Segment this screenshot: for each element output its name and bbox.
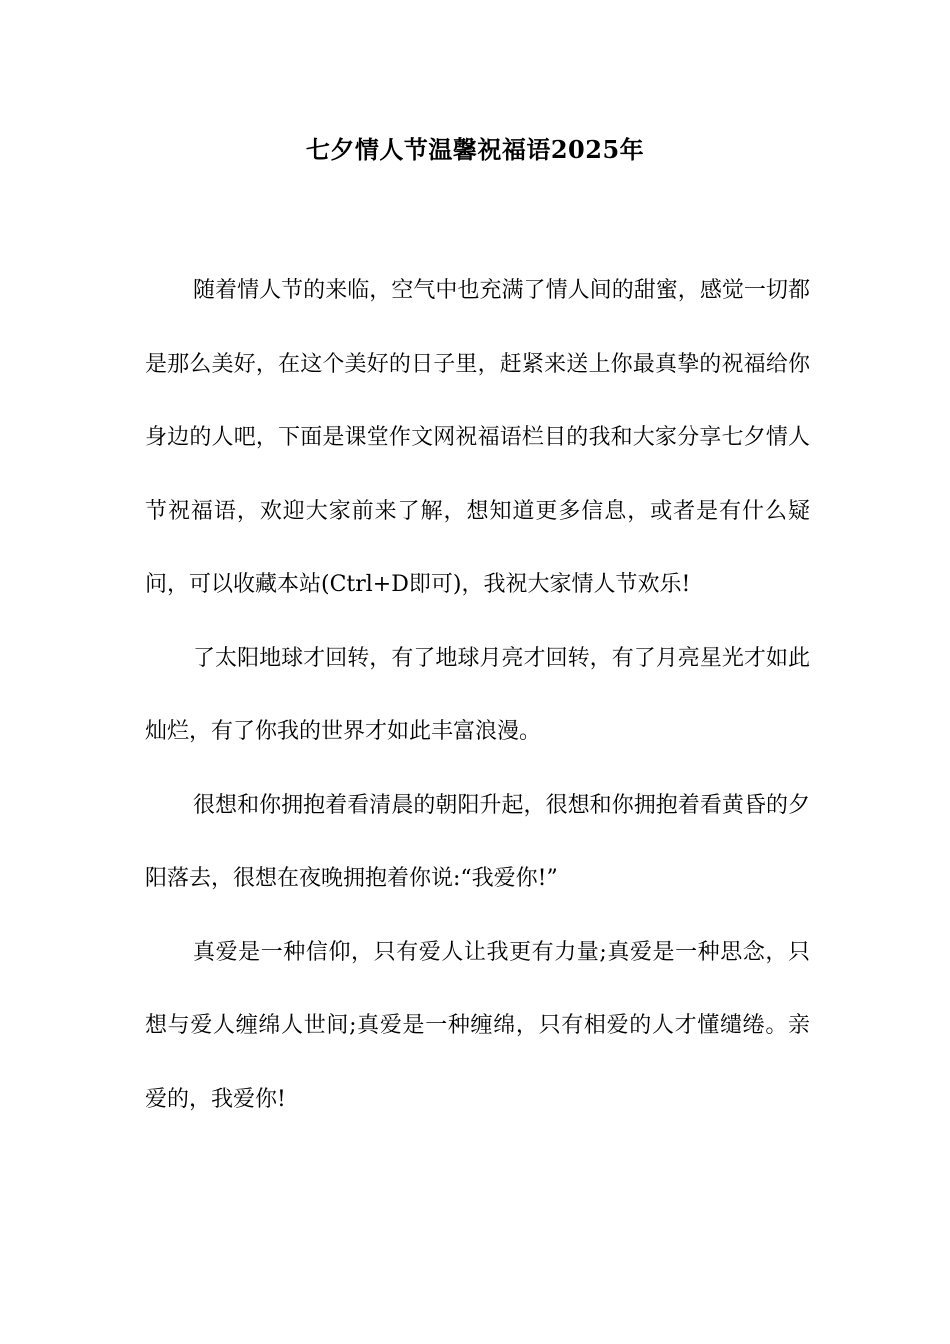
paragraph-sun-earth: 了太阳地球才回转，有了地球月亮才回转，有了月亮星光才如此灿烂，有了你我的世界才如此丰富浪漫。 xyxy=(145,645,810,744)
document-body xyxy=(145,254,810,1136)
paragraph-true-love: 真爱是一种信仰，只有爱人让我更有力量;真爱是一种思念，只想与爱人缠绵人世间;真爱是一种缠绵，只有相爱的人才懂缱绻。亲爱的，我爱你! xyxy=(145,939,810,1112)
document-title: 七夕情人节温馨祝福语2025年 xyxy=(305,135,645,164)
paragraph-intro: 随着情人节的来临，空气中也充满了情人间的甜蜜，感觉一切都是那么美好，在这个美好的日子里，赶紧来送上你最真挚的祝福给你身边的人吧，下面是课堂作文网祝福语栏目的我和大家分享七夕情人节祝福语，欢迎大家前来了解，想知道更多信息，或者是有什么疑问，可以收藏本站(Ctrl+D即可)，我祝大家情人节欢乐! xyxy=(145,278,810,597)
paragraph-embrace: 很想和你拥抱着看清晨的朝阳升起，很想和你拥抱着看黄昏的夕阳落去，很想在夜晚拥抱着你说:“我爱你!” xyxy=(145,792,810,891)
